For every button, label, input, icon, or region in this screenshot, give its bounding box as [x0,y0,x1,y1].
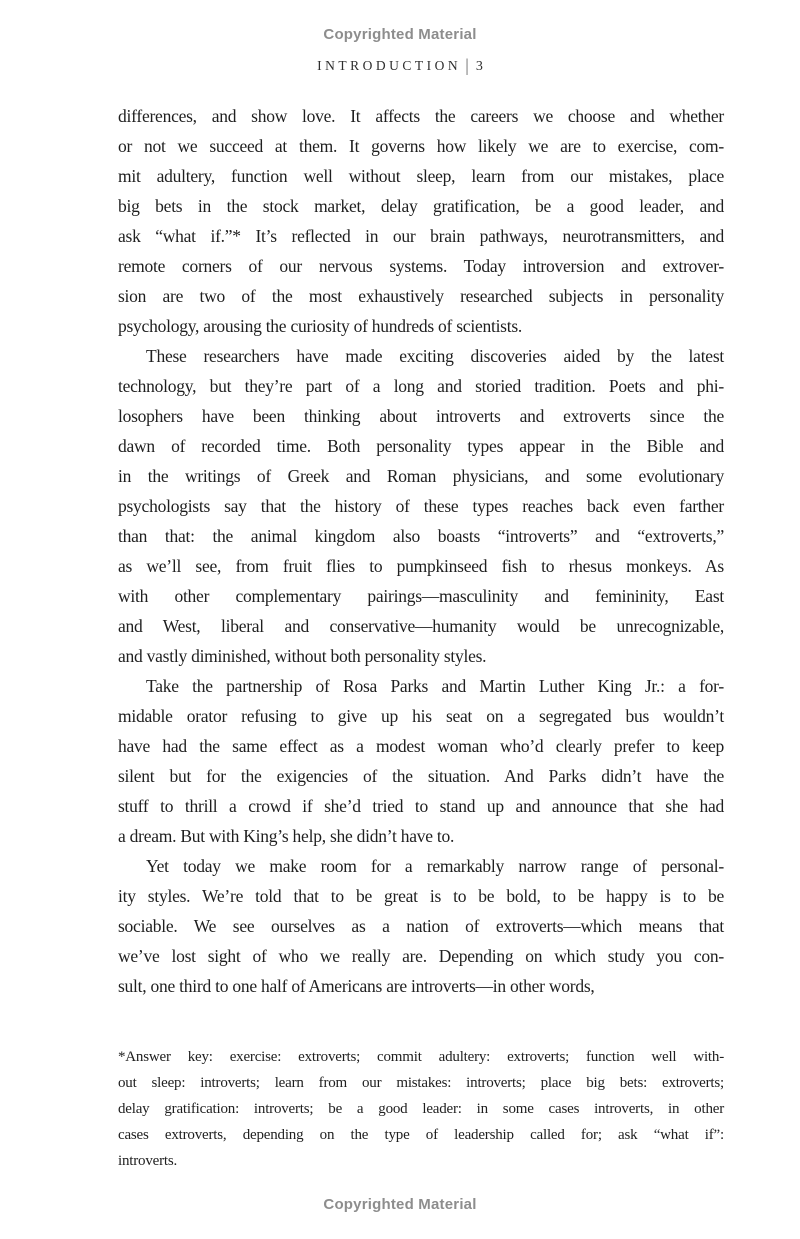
paragraph [118,851,724,1001]
text-line: than that: the animal kingdom also boasts “introverts” and “extroverts,” [118,526,724,546]
paragraph [118,671,724,851]
footnote-line: delay gratification: introverts; be a good leader: in some cases introverts, in other [118,1101,724,1117]
paragraph [118,101,724,341]
text-line: losophers have been thinking about introverts and extroverts since the [118,406,724,426]
text-line: differences, and show love. It affects the careers we choose and whether [118,106,724,126]
text-line: sion are two of the most exhaustively researched subjects in personality [118,286,724,306]
footnote-line: out sleep: introverts; learn from our mistakes: introverts; place big bets: extroverts; [118,1075,724,1091]
text-line: ask “what if.”* It’s reflected in our brain pathways, neurotransmitters, and [118,226,724,246]
text-line: in the writings of Greek and Roman physicians, and some evolutionary [118,466,724,486]
footnote [118,1044,724,1174]
text-line: remote corners of our nervous systems. Today introversion and extrover- [118,256,724,276]
footnote-line: introverts. [118,1153,178,1169]
running-head-separator: | [465,57,469,76]
text-line: These researchers have made exciting discoveries aided by the latest [146,346,724,366]
text-line: ity styles. We’re told that to be great is to be bold, to be happy is to be [118,886,724,906]
text-line: midable orator refusing to give up his seat on a segregated bus wouldn’t [118,706,724,726]
text-line: mit adultery, function well without sleep, learn from our mistakes, place [118,166,724,186]
paragraph [118,341,724,671]
text-line: dawn of recorded time. Both personality types appear in the Bible and [118,436,724,456]
text-line: or not we succeed at them. It governs how likely we are to exercise, com- [118,136,724,156]
text-line: and West, liberal and conservative—humanity would be unrecognizable, [118,616,724,636]
text-line: Yet today we make room for a remarkably narrow range of personal- [146,856,724,876]
text-line: silent but for the exigencies of the situation. And Parks didn’t have the [118,766,724,786]
text-line: a dream. But with King’s help, she didn’t have to. [118,826,455,846]
text-line: have had the same effect as a modest woman who’d clearly prefer to keep [118,736,724,756]
text-line: with other complementary pairings—masculinity and femininity, East [118,586,724,606]
text-line: psychologists say that the history of these types reaches back even farther [118,496,724,516]
page-number: 3 [475,59,483,74]
running-head-section-title: INTRODUCTION [317,58,462,73]
copyright-notice-top: Copyrighted Material [323,26,477,43]
text-line: big bets in the stock market, delay gratification, be a good leader, and [118,196,724,216]
body-text [118,101,724,1001]
running-head [0,58,800,75]
footnote-line: cases extroverts, depending on the type of leadership called for; ask “what if”: [118,1127,724,1143]
footnote-line: *Answer key: exercise: extroverts; commit adultery: extroverts; function well with- [118,1049,724,1065]
text-line: sult, one third to one half of Americans are introverts—in other words, [118,976,595,996]
text-line: as we’ll see, from fruit flies to pumpkinseed fish to rhesus monkeys. As [118,556,724,576]
text-line: stuff to thrill a crowd if she’d tried to stand up and announce that she had [118,796,724,816]
copyright-notice-bottom: Copyrighted Material [323,1196,477,1213]
text-line: Take the partnership of Rosa Parks and Martin Luther King Jr.: a for- [146,676,724,696]
text-line: psychology, arousing the curiosity of hundreds of scientists. [118,316,523,336]
text-line: sociable. We see ourselves as a nation of extroverts—which means that [118,916,724,936]
text-line: we’ve lost sight of who we really are. Depending on which study you con- [118,946,724,966]
text-line: and vastly diminished, without both personality styles. [118,646,487,666]
text-line: technology, but they’re part of a long and storied tradition. Poets and phi- [118,376,724,396]
